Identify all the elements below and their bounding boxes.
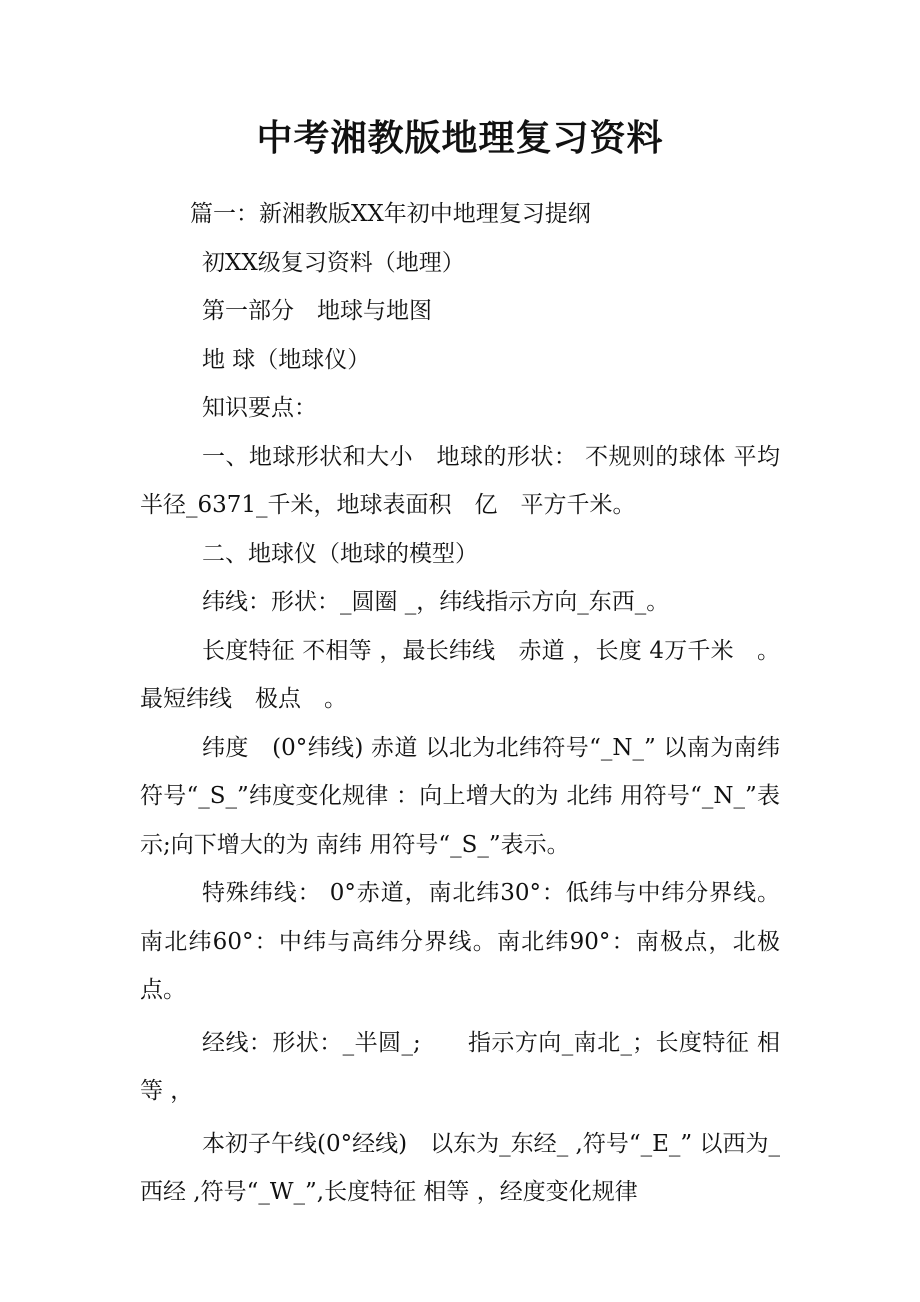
paragraph-length-feature: 长度特征 不相等 ，最长纬线 赤道 ，长度 4万千米 。最短纬线 极点 。 <box>140 637 780 712</box>
document-body <box>140 190 780 1217</box>
paragraph-longitude-lines: 经线：形状：_半圆_; 指示方向_南北_；长度特征 相等 ， <box>140 1029 780 1104</box>
paragraph-prime-meridian: 本初子午线(0°经线) 以东为_东经_ ,符号“_E_” 以西为_西经 ,符号“_W_”,长度特征 相等 ，经度变化规律 <box>140 1130 780 1205</box>
paragraph-globe-model: 二、地球仪（地球的模型） <box>202 540 478 567</box>
paragraph-key-points: 知识要点： <box>202 395 317 421</box>
paragraph-special-latitudes: 特殊纬线： 0°赤道，南北纬30°：低纬与中纬分界线。南北纬60°：中纬与高纬分界线。南北纬90°：南极点，北极点。 <box>140 880 780 1003</box>
paragraph-article-heading: 篇一：新湘教版XX年初中地理复习提纲 <box>190 201 591 227</box>
paragraph-part-one: 第一部分 地球与地图 <box>202 298 432 324</box>
paragraph-latitude: 纬度 (0°纬线) 赤道 以北为北纬符号“_N_” 以南为南纬符号“_S_”纬度变化规律 ：向上增大的为 北纬 用符号“_N_”表示;向下增大的为 南纬 用符号“_S_”表示。 <box>140 734 780 858</box>
paragraph-latitude-lines: 纬线：形状：_圆圈 _，纬线指示方向_东西_。 <box>202 589 670 615</box>
paragraph-earth-globe: 地 球（地球仪） <box>202 346 371 373</box>
document-title: 中考湘教版地理复习资料 <box>256 117 664 159</box>
paragraph-earth-shape: 一、地球形状和大小 地球的形状： 不规则的球体 平均半径_6371_千米，地球表面积 亿 平方千米。 <box>140 443 780 518</box>
paragraph-grade-review: 初XX级复习资料（地理） <box>202 249 465 276</box>
